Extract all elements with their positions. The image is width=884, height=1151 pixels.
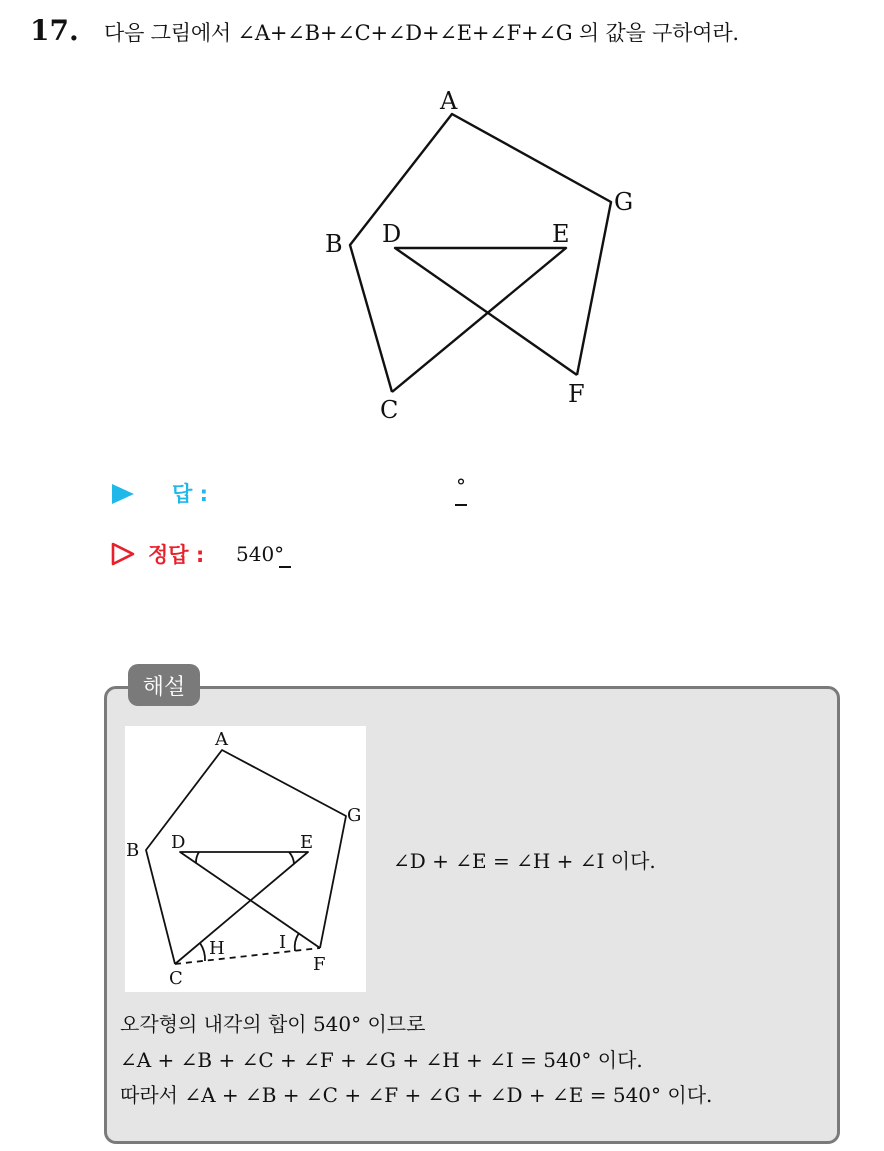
exp-label-c: C (169, 968, 183, 989)
answer-label: 답 : (172, 482, 208, 506)
correct-answer-label: 정답 : (148, 543, 205, 567)
figure-polyline-c-b-a-g-f (350, 114, 611, 392)
figure-label-b: B (325, 230, 343, 258)
explanation-equation: ∠D + ∠E = ∠H + ∠I 이다. (393, 849, 656, 873)
play-arrow-icon (112, 484, 134, 504)
question-figure (300, 80, 660, 440)
figure-label-e: E (552, 220, 570, 248)
figure-label-a: A (440, 87, 458, 115)
explanation-tab: 해설 (128, 664, 200, 706)
explanation-line: 따라서 ∠A + ∠B + ∠C + ∠F + ∠G + ∠D + ∠E = 540° 이다. (120, 1083, 713, 1107)
correct-answer-underline (279, 566, 291, 568)
correct-answer-row (108, 538, 508, 570)
answer-row (108, 474, 508, 510)
explanation-figure (125, 726, 366, 992)
explanation-line: 오각형의 내각의 합이 540° 이므로 (120, 1012, 426, 1036)
answer-unit: ° (456, 474, 466, 498)
exp-label-g: G (347, 805, 362, 826)
question-number: 17. (30, 14, 79, 47)
figure-label-c: C (380, 396, 399, 424)
figure-label-d: D (382, 220, 402, 248)
exp-label-a: A (215, 729, 228, 750)
exp-label-b: B (126, 840, 140, 861)
exp-label-e: E (300, 832, 314, 853)
exp-label-f: F (313, 954, 326, 975)
exp-label-h: H (209, 938, 225, 959)
explanation-line: ∠A + ∠B + ∠C + ∠F + ∠G + ∠H + ∠I = 540° 이다. (120, 1048, 643, 1072)
question-text: 다음 그림에서 ∠A+∠B+∠C+∠D+∠E+∠F+∠G 의 값을 구하여라. (104, 21, 739, 45)
answer-blank-underline (455, 504, 467, 506)
outline-arrow-icon (110, 541, 136, 567)
figure-polyline-c-e-d-f (392, 248, 577, 392)
figure-label-f: F (568, 380, 585, 408)
figure-label-g: G (614, 188, 634, 216)
exp-label-d: D (171, 832, 186, 853)
exp-label-i: I (279, 932, 287, 953)
correct-answer-value: 540° (236, 542, 285, 566)
